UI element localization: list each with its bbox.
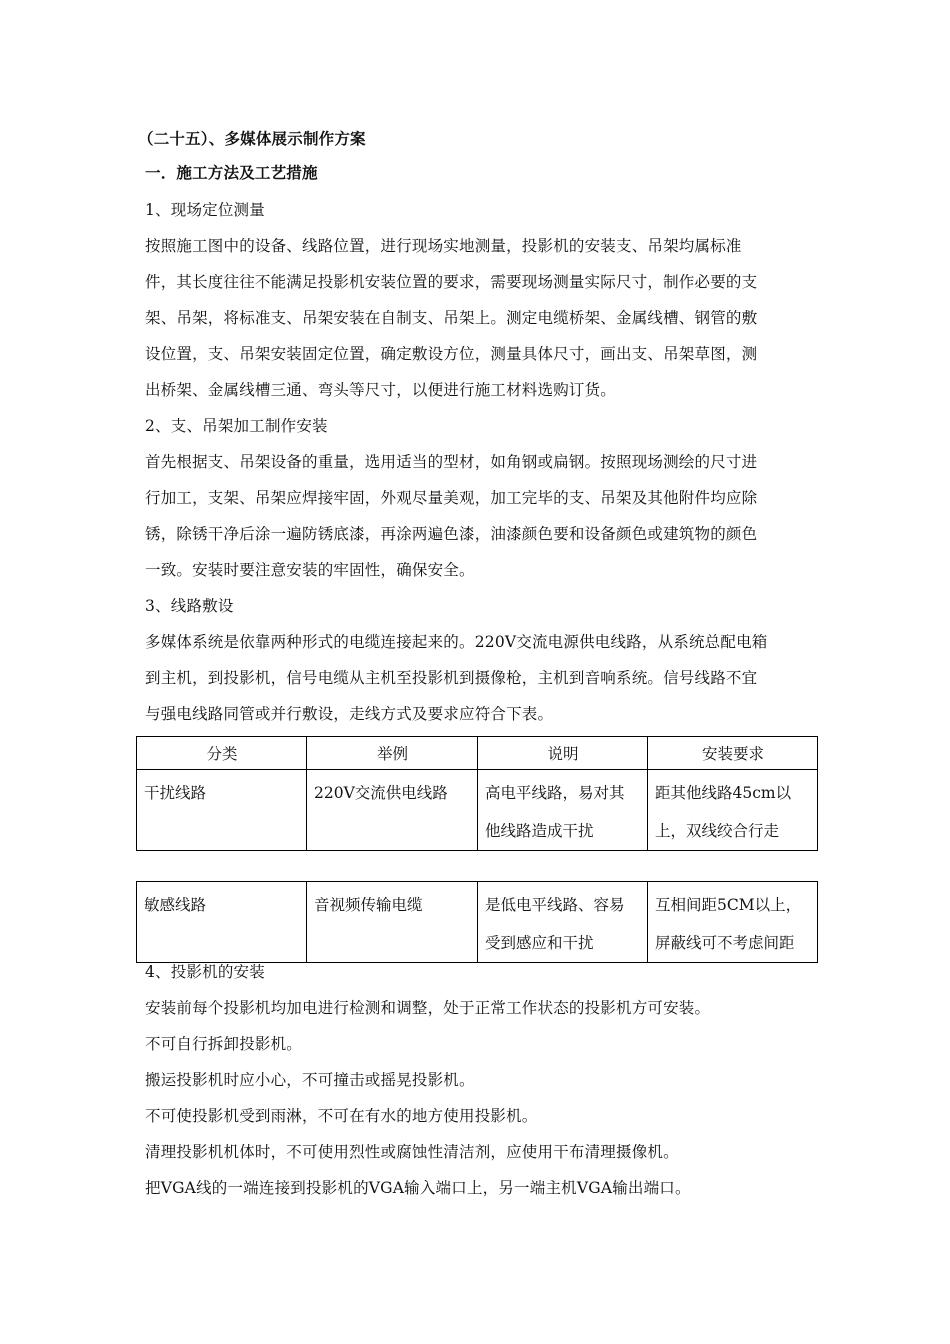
paragraph-line: 清理投影机机体时，不可使用烈性或腐蚀性清洁剂，应使用干布清理摄像机。	[145, 1143, 679, 1161]
cell-text: 220V交流供电线路	[314, 784, 448, 802]
paragraph-line: 多媒体系统是依靠两种形式的电缆连接起来的。220V交流电源供电线路，从系统总配电箱	[145, 633, 768, 651]
cell-text: 他线路造成干扰	[485, 822, 594, 840]
paragraph-line: 锈，除锈干净后涂一遍防锈底漆，再涂两遍色漆，油漆颜色要和设备颜色或建筑物的颜色	[145, 525, 758, 543]
paragraph-line: 行加工，支架、吊架应焊接牢固，外观尽量美观，加工完毕的支、吊架及其他附件均应除	[145, 489, 758, 507]
paragraph-line: 按照施工图中的设备、线路位置，进行现场实地测量，投影机的安装支、吊架均属标准	[145, 237, 742, 255]
table-cell	[307, 770, 478, 851]
subheading-4: 4、投影机的安装	[145, 963, 265, 981]
paragraph-line: 安装前每个投影机均加电进行检测和调整，处于正常工作状态的投影机方可安装。	[145, 999, 711, 1017]
doc-title: （二十五）、多媒体展示制作方案	[138, 129, 366, 148]
subheading-1: 1、现场定位测量	[145, 201, 265, 219]
table-header-cell: 分类	[137, 737, 307, 770]
paragraph-line: 设位置，支、吊架安装固定位置，确定敷设方位，测量具体尺寸，画出支、吊架草图，测	[145, 345, 758, 363]
section-heading-1: 一．施工方法及工艺措施	[145, 163, 318, 182]
cell-text: 受到感应和干扰	[485, 934, 594, 952]
paragraph-line: 出桥架、金属线槽三通、弯头等尺寸，以便进行施工材料选购订货。	[145, 381, 617, 399]
subheading-3: 3、线路敷设	[145, 597, 234, 615]
table-cell	[648, 882, 818, 963]
cell-text: 是低电平线路、容易	[485, 896, 625, 914]
wiring-table-bottom	[136, 881, 818, 963]
table-header-cell: 举例	[307, 737, 478, 770]
cell-text: 敏感线路	[144, 896, 207, 914]
table-cell	[137, 882, 307, 963]
paragraph-line: 搬运投影机时应小心，不可撞击或摇晃投影机。	[145, 1071, 475, 1089]
cell-text: 高电平线路，易对其	[485, 784, 625, 802]
table-cell	[137, 770, 307, 851]
paragraph-line: 与强电线路同管或并行敷设，走线方式及要求应符合下表。	[145, 705, 554, 723]
table-header-cell: 安装要求	[648, 737, 818, 770]
table-header-row	[137, 737, 818, 770]
cell-text: 距其他线路45cm以	[655, 784, 792, 802]
table-cell	[648, 770, 818, 851]
table-row	[137, 770, 818, 851]
table-cell	[478, 770, 648, 851]
table-row	[137, 882, 818, 963]
paragraph-line: 架、吊架，将标准支、吊架安装在自制支、吊架上。测定电缆桥架、金属线槽、钢管的敷	[145, 309, 758, 327]
cell-text: 上，双线绞合行走	[655, 822, 780, 840]
table-header-cell: 说明	[478, 737, 648, 770]
cell-text: 互相间距5CM以上，	[655, 896, 802, 914]
paragraph-line: 到主机，到投影机，信号电缆从主机至投影机到摄像枪，主机到音响系统。信号线路不宜	[145, 669, 758, 687]
cell-text: 音视频传输电缆	[314, 896, 423, 914]
wiring-table-top	[136, 736, 818, 851]
table-cell	[478, 882, 648, 963]
cell-text: 干扰线路	[144, 784, 207, 802]
paragraph-line: 一致。安装时要注意安装的牢固性，确保安全。	[145, 561, 475, 579]
subheading-2: 2、支、吊架加工制作安装	[145, 417, 328, 435]
paragraph-line: 首先根据支、吊架设备的重量，选用适当的型材，如角钢或扁钢。按照现场测绘的尺寸进	[145, 453, 758, 471]
paragraph-line: 不可自行拆卸投影机。	[145, 1035, 303, 1053]
paragraph-line: 件，其长度往往不能满足投影机安装位置的要求，需要现场测量实际尺寸，制作必要的支	[145, 273, 758, 291]
paragraph-line: 把VGA线的一端连接到投影机的VGA输入端口上，另一端主机VGA输出端口。	[145, 1179, 691, 1197]
paragraph-line: 不可使投影机受到雨淋，不可在有水的地方使用投影机。	[145, 1107, 538, 1125]
table-cell	[307, 882, 478, 963]
cell-text: 屏蔽线可不考虑间距	[655, 934, 795, 952]
